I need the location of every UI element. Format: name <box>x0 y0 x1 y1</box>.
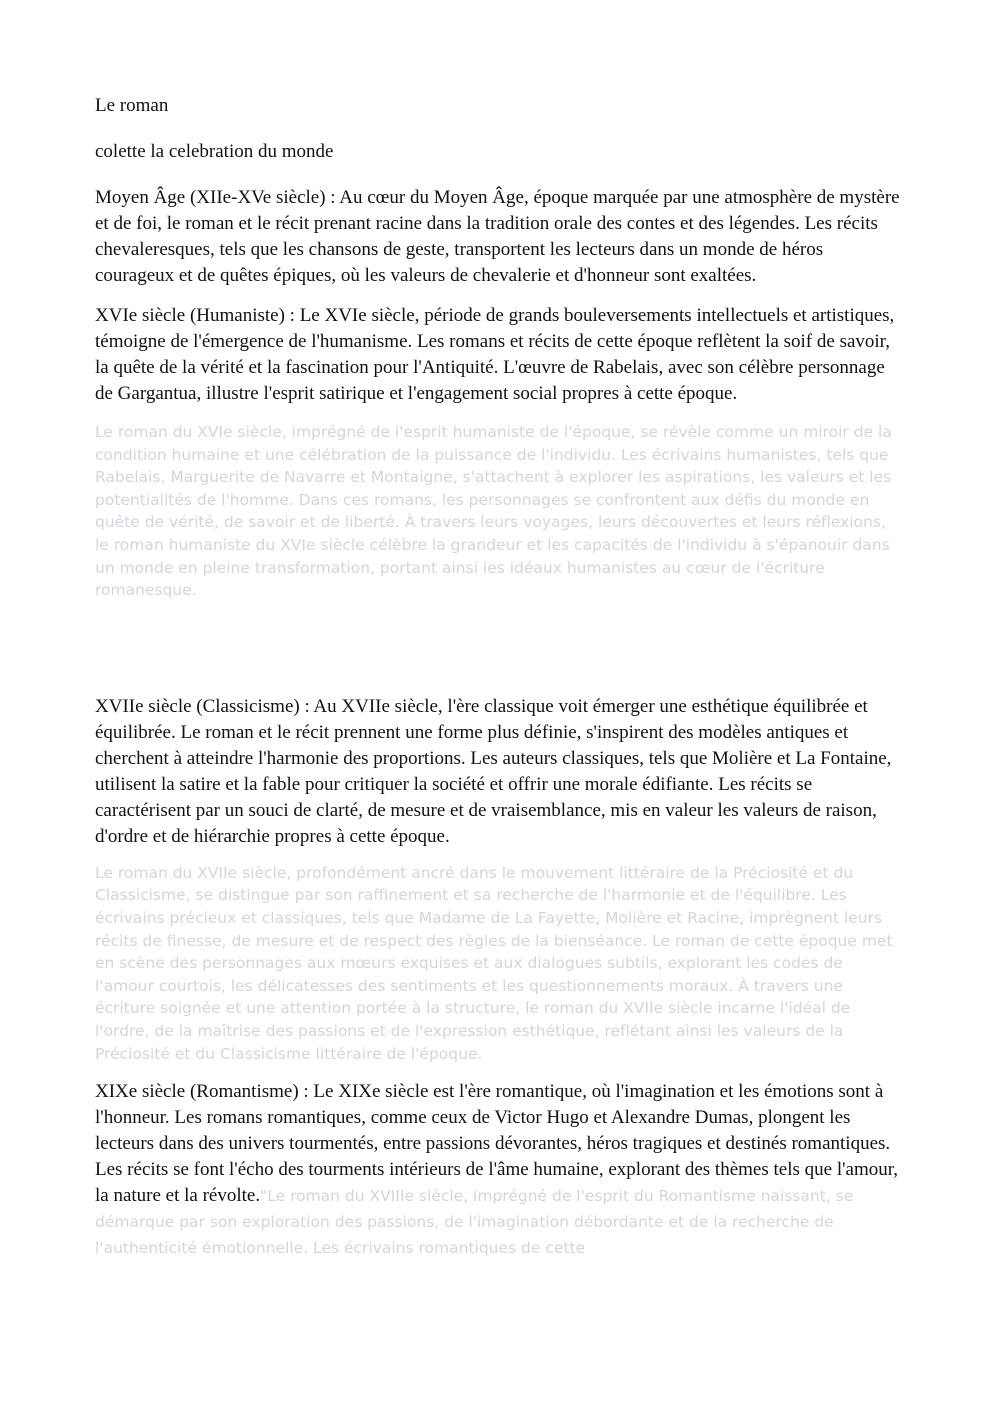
paragraph-moyen-age: Moyen Âge (XIIe-XVe siècle) : Au cœur du Moyen Âge, époque marquée par une atmosphère de mystère et de foi, le roman et le récit prenant racine dans la tradition orale des contes et des légendes. Les récits chevaleresques, tels que les chansons de geste, transportent les lecteurs dans un monde de héros courageux et de quêtes épiques, où les valeurs de chevalerie et d'honneur sont exaltées. <box>95 187 900 286</box>
faded-paragraph-xvie: Le roman du XVIe siècle, imprégné de l'esprit humaniste de l'époque, se révèle comme un miroir de la condition humaine et une célébration de la puissance de l'individu. Les écrivains humanistes, tels que Rabelais, Marguerite de Navarre et Montaigne, s'attachent à explorer les aspirations, les valeurs et les potentialités de l'homme. Dans ces romans, les personnages se confrontent aux défis du monde en quête de vérité, de savoir et de liberté. À travers leurs voyages, leurs découvertes et leurs réflexions, le roman humaniste du XVIe siècle célèbre la grandeur et les capacités de l'individu à s'épanouir dans un monde en pleine transformation, portant ainsi les idéaux humanistes au cœur de l'écriture romanesque. <box>95 423 892 600</box>
paragraph-xviie: XVIIe siècle (Classicisme) : Au XVIIe siècle, l'ère classique voit émerger une esthétique équilibrée et équilibrée. Le roman et le récit prennent une forme plus définie, s'inspirent des modèles antiques et cherchent à atteindre l'harmonie des proportions. Les auteurs classiques, tels que Molière et La Fontaine, utilisent la satire et la fable pour critiquer la société et offrir une morale édifiante. Les récits se caractérisent par un souci de clarté, de mesure et de vraisemblance, mis en valeur les valeurs de raison, d'ordre et de hiérarchie propres à cette époque. <box>95 695 892 847</box>
faded-inline-xixe: "Le roman du XVIIIe siècle, imprégné de l'esprit du Romantisme naissant, se démarque par son exploration des passions, de l'imagination débordante et de la recherche de l'authenticité émotionnelle. Les écrivains romantiques de cette <box>95 1187 854 1258</box>
paragraph-xvie: XVIe siècle (Humaniste) : Le XVIe siècle, période de grands bouleversements intellectuels et artistiques, témoigne de l'émergence de l'humanisme. Les romans et récits de cette époque reflètent la soif de savoir, la quête de la vérité et la fascination pour l'Antiquité. L'œuvre de Rabelais, avec son célèbre personnage de Gargantua, illustre l'esprit satirique et l'engagement social propres à cette époque. <box>95 305 895 404</box>
faded-paragraph-xviie: Le roman du XVIIe siècle, profondément ancré dans le mouvement littéraire de la Préciosité et du Classicisme, se distingue par son raffinement et sa recherche de l'harmonie et de l'équilibre. Les écrivains précieux et classiques, tels que Madame de La Fayette, Molière et Racine, imprègnent leurs récits de finesse, de mesure et de respect des règles de la bienséance. Le roman de cette époque met en scène des personnages aux mœurs exquises et aux dialogues subtils, explorant les codes de l'amour courtois, les délicatesses des sentiments et les questionnements moraux. À travers une écriture soignée et une attention portée à la structure, le roman du XVIIe siècle incarne l'idéal de l'ordre, de la maîtrise des passions et de l'expression esthétique, reflétant ainsi les valeurs de la Préciosité et du Classicisme littéraire de l'époque. <box>95 863 893 1063</box>
paragraph-xixe-text: XIXe siècle (Romantisme) : Le XIXe siècle est l'ère romantique, où l'imagination et les émotions sont à l'honneur. Les romans romantiques, comme ceux de Victor Hugo et Alexandre Dumas, plongent les lecteurs dans des univers tourmentés, entre passions dévorantes, héros tragiques et destinés romantiques. Les récits se font l'écho des tourments intérieurs de l'âme humaine, explorant des thèmes tels que l'amour, la nature et la révolte. <box>95 1081 899 1207</box>
paragraph-xixe <box>95 1079 900 1261</box>
document-body <box>95 93 900 1261</box>
document-subtitle: colette la celebration du monde <box>95 141 334 162</box>
document-title: Le roman <box>95 95 169 116</box>
